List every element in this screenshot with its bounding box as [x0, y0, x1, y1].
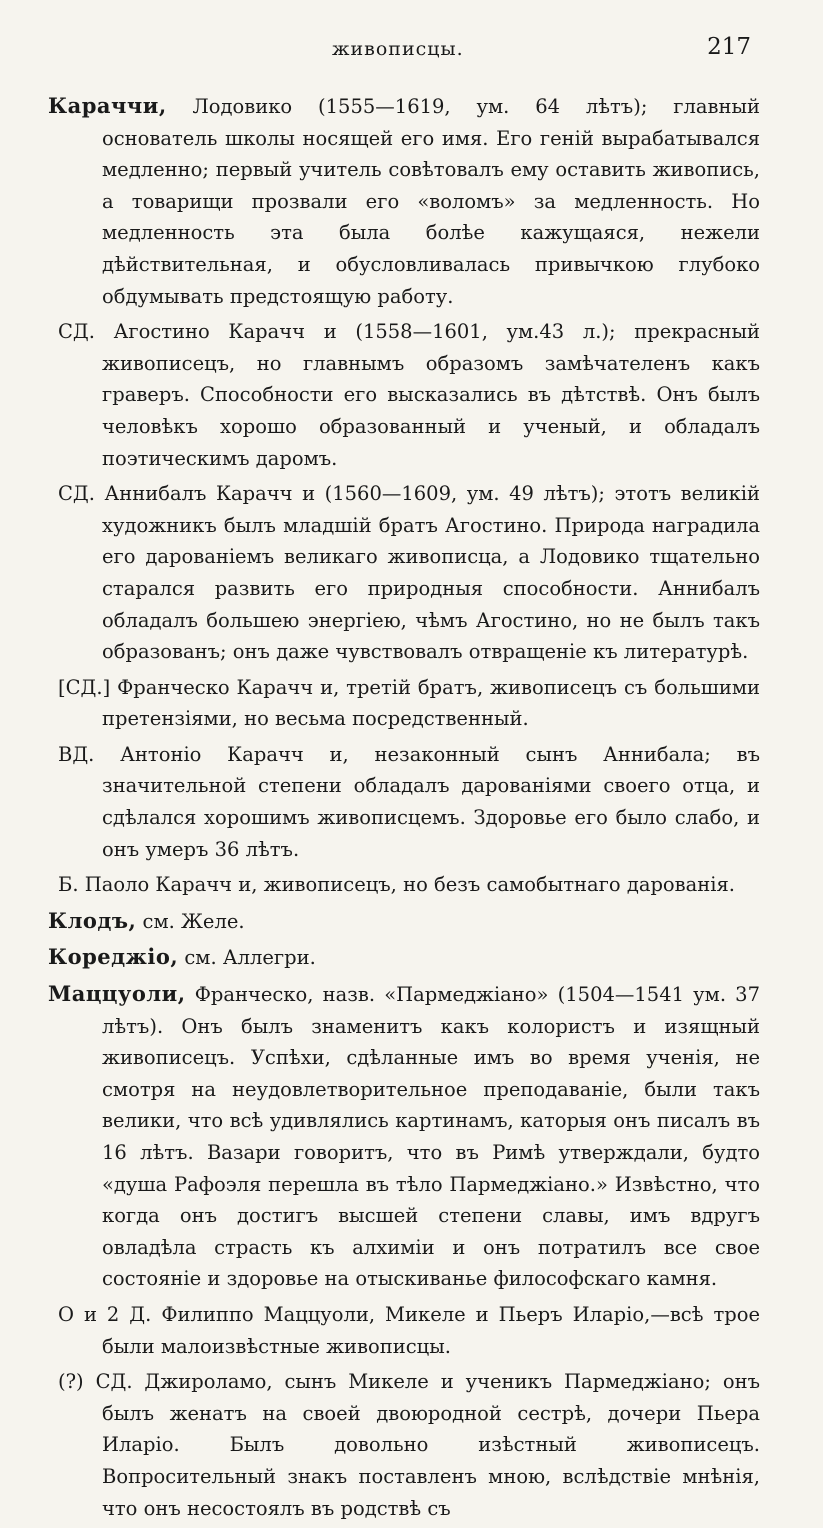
page-body	[48, 90, 760, 1528]
entry-text: Франческо, назв. «Пармеджiано» (1504—1541 ум. 37 лѣтъ). Онъ былъ знаменитъ какъ колористъ и изящный живописецъ. Успѣхи, сдѣланные имъ во время ученiя, не смотря на неудовлетворительное преподаванiе, были такъ велики, что всѣ удивлялись картинамъ, каторыя онъ писалъ въ 16 лѣтъ. Вазари говоритъ, что въ Римѣ утверждали, будто «душа Рафоэля перешла въ тѣло Пармеджiано.» Извѣстно, что когда онъ достигъ высшей степени славы, имъ вдругъ овладѣла страсть къ алхимiи и онъ потратилъ все свое состоянiе и здоровье на отыскиванье философскаго камня.	[102, 983, 760, 1291]
entry-text: (?) СД. Джироламо, сынъ Микеле и ученикъ Пармеджiано; онъ былъ женатъ на своей двоюродной сестрѣ, дочери Пьера Иларiо. Былъ довольно изѣстный живописецъ. Вопросительный знакъ поставленъ мною, вслѣдствiе мнѣнiя, что онъ несостоялъ въ родствѣ съ	[58, 1370, 760, 1520]
running-title: живописцы.	[332, 38, 464, 60]
entry-text: О и 2 Д. Филиппо Маццуоли, Микеле и Пьеръ Иларiо,—всѣ трое были малоизвѣстные живописцы.	[58, 1302, 760, 1358]
entry-text: см. Аллегри.	[178, 946, 316, 970]
entry-paolo-carracci	[48, 869, 760, 901]
entry-francesco-carracci	[48, 672, 760, 735]
entry-mazzuoli	[48, 978, 760, 1295]
entry-text: СД. Аннибалъ Карачч и (1560—1609, ум. 49 лѣтъ); этотъ великiй художникъ былъ младшiй братъ Агостино. Природа наградила его дарованiемъ великаго живописца, а Лодовико тщательно старался развить его природныя способности. Аннибалъ обладалъ большею энергiею, чѣмъ Агостино, но не былъ такъ образованъ; онъ даже чувствовалъ отвращенiе къ литературѣ.	[58, 482, 760, 664]
entry-heading: Маццуоли,	[48, 981, 186, 1007]
entry-text: Лодовико (1555—1619, ум. 64 лѣтъ); главный основатель школы носящей его имя. Его генiй вырабатывался медленно; первый учитель совѣтовалъ ему оставить живопись, а товарищи прозвали его «воломъ» за медленность. Но медленность эта была болѣе кажущаяся, нежели дѣйствительная, и обусловливалась привычкою глубоко обдумывать предстоящую работу.	[102, 95, 760, 308]
entry-agostino-carracci	[48, 316, 760, 474]
entry-text: см. Желе.	[136, 909, 245, 933]
entry-lodovico-carracci	[48, 90, 760, 312]
entry-text: [СД.] Франческо Карачч и, третiй братъ, живописецъ съ большими претензiями, но весьма посредственный.	[58, 675, 760, 731]
entry-correggio	[48, 941, 760, 974]
entry-heading: Кореджiо,	[48, 944, 179, 970]
entry-filippo-mazzuoli	[48, 1299, 760, 1362]
entry-antonio-carracci	[48, 739, 760, 865]
entry-claude	[48, 905, 760, 938]
entry-girolamo-mazzuoli	[48, 1366, 760, 1524]
entry-text: ВД. Антонiо Карачч и, незаконный сынъ Аннибала; въ значительной степени обладалъ дарованiями своего отца, и сдѣлался хорошимъ живописцемъ. Здоровье его было слабо, и онъ умеръ 36 лѣтъ.	[58, 742, 760, 861]
entry-heading: Караччи,	[48, 93, 167, 118]
entry-text: Б. Паоло Карачч и, живописецъ, но безъ самобытнаго дарованiя.	[58, 873, 736, 897]
page-number: 217	[707, 34, 751, 60]
page-header	[0, 34, 823, 72]
entry-heading: Клодъ,	[48, 907, 137, 933]
entry-annibale-carracci	[48, 478, 760, 668]
entry-text: СД. Агостино Карачч и (1558—1601, ум.43 л.); прекрасный живописецъ, но главнымъ образомъ замѣчателенъ какъ граверъ. Способности его высказались въ дѣтствѣ. Онъ былъ человѣкъ хорошо образованный и ученый, и обладалъ поэтическимъ даромъ.	[58, 320, 760, 470]
